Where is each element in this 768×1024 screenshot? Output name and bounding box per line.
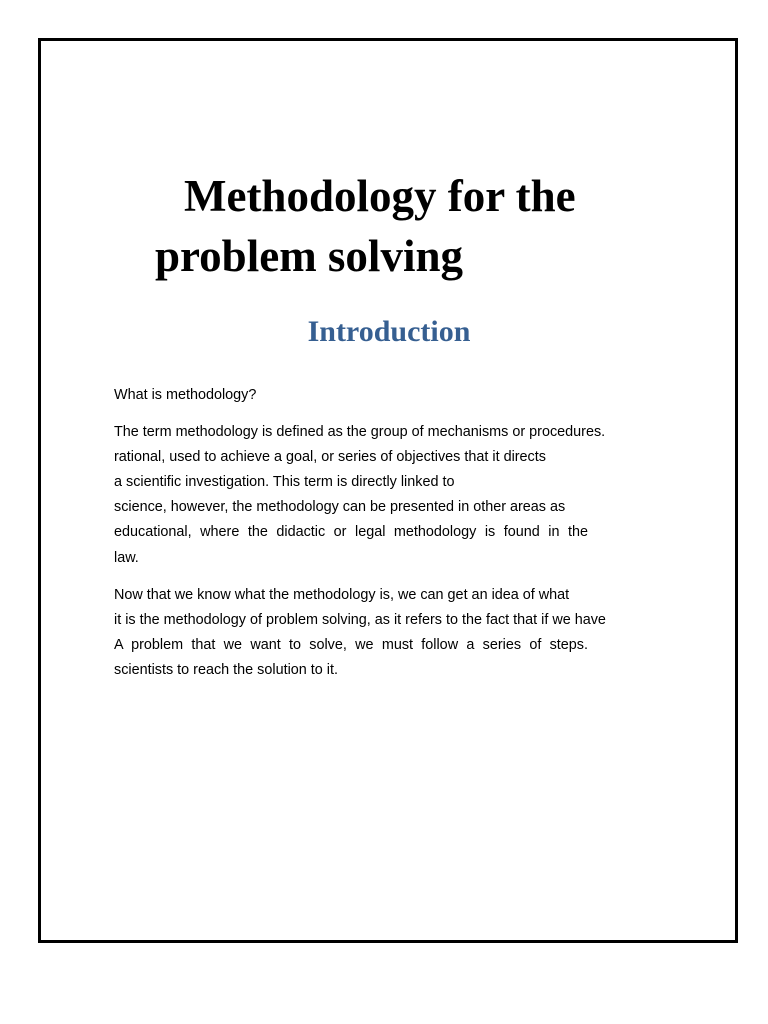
paragraph-2-line: Now that we know what the methodology is, we can get an idea of what	[114, 587, 570, 603]
paragraph-1-line: educational, where the didactic or legal methodology is found in the	[114, 524, 588, 540]
paragraph-1-line: law.	[114, 550, 139, 566]
paragraph-1-line: a scientific investigation. This term is directly linked to	[114, 474, 455, 490]
paragraph-1-line: science, however, the methodology can be presented in other areas as	[114, 499, 566, 515]
paragraph-2-line: scientists to reach the solution to it.	[114, 662, 338, 678]
question-line: What is methodology?	[114, 387, 257, 403]
paragraph-2-line: A problem that we want to solve, we must follow a series of steps.	[114, 637, 588, 653]
paragraph-1-line: The term methodology is defined as the group of mechanisms or procedures.	[114, 424, 606, 440]
document-title-line-2: problem solving	[155, 231, 463, 281]
paragraph-2-line: it is the methodology of problem solving, as it refers to the fact that if we have	[114, 612, 606, 628]
paragraph-1-line: rational, used to achieve a goal, or series of objectives that it directs	[114, 449, 546, 465]
section-heading-introduction: Introduction	[307, 315, 471, 348]
document-title-line-1: Methodology for the	[184, 171, 576, 221]
